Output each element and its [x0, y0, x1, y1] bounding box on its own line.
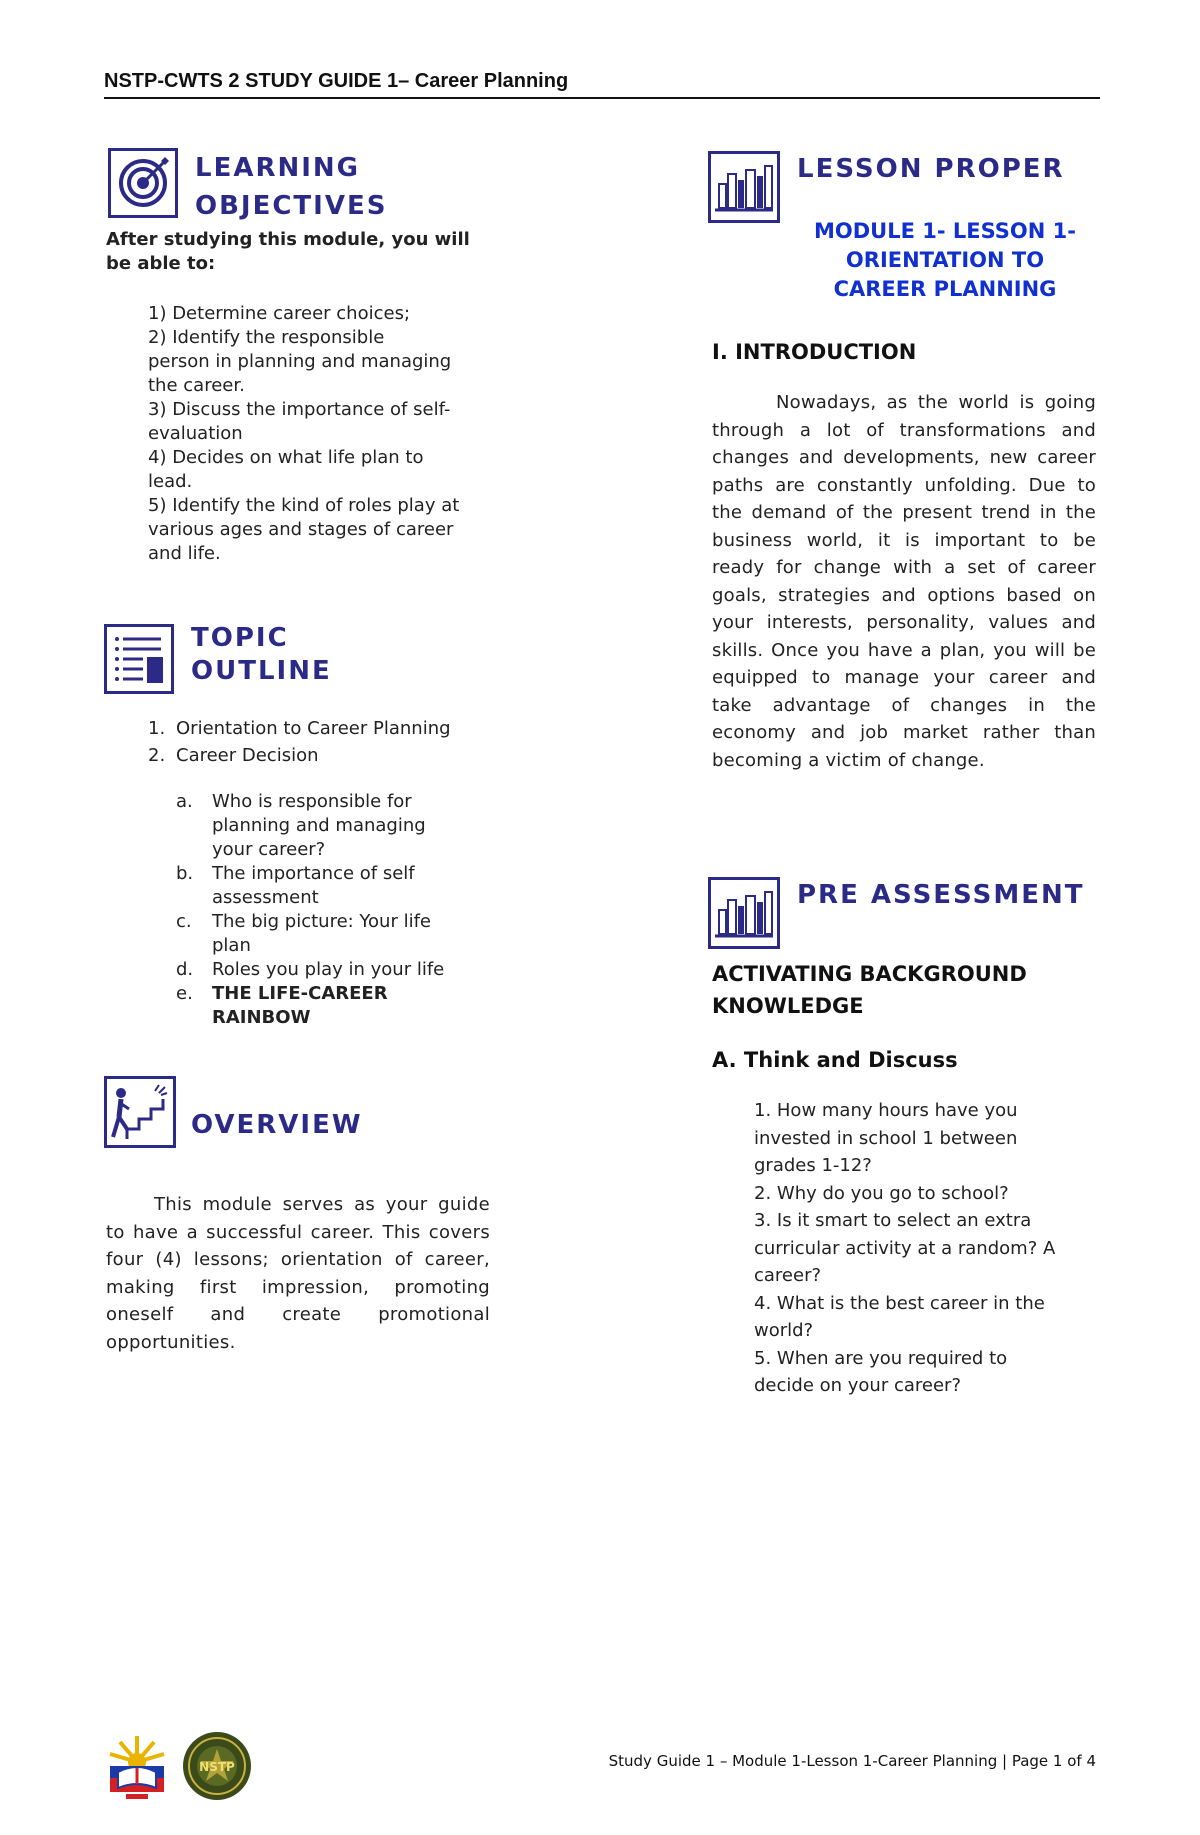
objective-line: and life. [148, 543, 221, 564]
outline-subitem-line: Who is responsible for [212, 791, 412, 812]
module-lesson-heading-line2: ORIENTATION TO [845, 248, 1045, 272]
outline-item-number: 2. [148, 745, 166, 766]
objective-line: various ages and stages of career [148, 519, 454, 540]
topic-outline-title [191, 622, 332, 688]
stairs-climber-icon [104, 1076, 176, 1148]
nstp-seal-text: NSTP [199, 1760, 235, 1774]
outline-subitem-letter: c. [176, 911, 192, 932]
overview-title: OVERVIEW [191, 1110, 363, 1140]
learning-objectives-title [195, 149, 387, 225]
objective-line: 5) Identify the kind of roles play at [148, 495, 460, 516]
question-line: grades 1-12? [754, 1155, 872, 1176]
outline-subitem-line: The big picture: Your life [212, 911, 431, 932]
activating-knowledge-line2: KNOWLEDGE [712, 994, 864, 1018]
outline-main-list [148, 715, 528, 769]
outline-subitem [176, 790, 516, 862]
outline-item-text: Orientation to Career Planning [176, 718, 451, 739]
question-line: curricular activity at a random? A [754, 1237, 1056, 1259]
outline-subitem [176, 862, 516, 910]
question-line: 5. When are you required to [754, 1347, 1008, 1369]
question-line: 3. Is it smart to select an extra [754, 1210, 1032, 1231]
books-icon [708, 877, 780, 949]
question-line: 2. Why do you go to school? [754, 1182, 1009, 1204]
list-icon [104, 624, 174, 694]
objectives-list [148, 302, 508, 566]
activating-knowledge-line1: ACTIVATING BACKGROUND [712, 962, 1027, 986]
introduction-heading: I. INTRODUCTION [712, 340, 917, 364]
outline-subitem-letter: a. [176, 791, 193, 812]
outline-item [148, 715, 528, 742]
deped-logo [104, 1732, 170, 1802]
question-line: 4. What is the best career in the [754, 1292, 1045, 1314]
nstp-seal [182, 1731, 252, 1801]
objective-line: person in planning and managing [148, 351, 452, 372]
learning-objectives-title-line1: LEARNING [195, 153, 361, 183]
outline-subitem-letter: b. [176, 863, 194, 884]
learning-objectives-title-line2: OBJECTIVES [195, 191, 388, 221]
outline-subitem [176, 910, 516, 958]
target-icon [108, 148, 178, 218]
topic-outline-title-line1: TOPIC [191, 623, 289, 653]
outline-subitem [176, 958, 516, 982]
objective-line: evaluation [148, 423, 243, 444]
outline-subitem-line: RAINBOW [212, 1007, 311, 1028]
outline-subitem-line: THE LIFE-CAREER [212, 983, 388, 1004]
module-lesson-heading [790, 217, 1100, 304]
question-line: invested in school 1 between [754, 1127, 1018, 1149]
outline-subitem-line: The importance of self [212, 863, 415, 884]
objective-line: the career. [148, 375, 245, 396]
module-lesson-heading-line1: MODULE 1- LESSON 1- [813, 219, 1076, 243]
topic-outline-title-line2: OUTLINE [191, 656, 332, 686]
outline-item [148, 742, 528, 769]
objectives-intro-line1: After studying this module, you will [106, 229, 470, 250]
outline-subitem-letter: d. [176, 959, 194, 980]
overview-text: This module serves as your guide to have a successful career. This covers four (4) lessons; orientation of career, making first impression, promoting oneself and create promotional opportunities. [106, 1194, 490, 1353]
objective-line: lead. [148, 471, 193, 492]
question-line: career? [754, 1265, 822, 1286]
outline-item-number: 1. [148, 718, 166, 739]
outline-sub-list [176, 790, 516, 1030]
outline-subitem-line: your career? [212, 839, 326, 860]
objectives-intro [106, 228, 506, 276]
question-line: 1. How many hours have you [754, 1100, 1018, 1121]
outline-subitem-letter: e. [176, 983, 193, 1004]
pre-assessment-title: PRE ASSESSMENT [797, 880, 1085, 910]
objective-line: 1) Determine career choices; [148, 303, 411, 324]
objective-line: 4) Decides on what life plan to [148, 447, 424, 468]
objective-line: 3) Discuss the importance of self- [148, 399, 451, 420]
objectives-intro-line2: be able to: [106, 253, 216, 274]
activating-knowledge-heading [712, 958, 1027, 1022]
outline-subitem-line: plan [212, 935, 251, 956]
document-header: NSTP-CWTS 2 STUDY GUIDE 1– Career Planning [104, 70, 569, 92]
page-footer: Study Guide 1 – Module 1-Lesson 1-Career Planning | Page 1 of 4 [608, 1752, 1096, 1770]
question-line: world? [754, 1320, 814, 1341]
lesson-proper-title: LESSON PROPER [797, 154, 1065, 184]
header-rule [104, 97, 1100, 99]
question-line: decide on your career? [754, 1375, 961, 1396]
think-discuss-heading: A. Think and Discuss [712, 1048, 958, 1072]
outline-subitem [176, 982, 516, 1030]
objective-line: 2) Identify the responsible [148, 327, 385, 348]
module-lesson-heading-line3: CAREER PLANNING [833, 277, 1057, 301]
outline-item-text: Career Decision [176, 745, 319, 766]
outline-subitem-line: Roles you play in your life [212, 959, 445, 980]
introduction-text: Nowadays, as the world is going through a lot of transformations and changes and developments, new career paths are constantly unfolding. Due to the demand of the present trend in the business world, it is important to be ready for change with a set of career goals, strategies and options based on your interests, personality, values and skills. Once you have a plan, you will be equipped to manage your career and take advantage of changes in the economy and job market rather than becoming a victim of change. [712, 392, 1096, 771]
discussion-questions [754, 1097, 1100, 1400]
outline-subitem-line: assessment [212, 887, 319, 908]
books-icon [708, 151, 780, 223]
outline-subitem-line: planning and managing [212, 815, 426, 836]
